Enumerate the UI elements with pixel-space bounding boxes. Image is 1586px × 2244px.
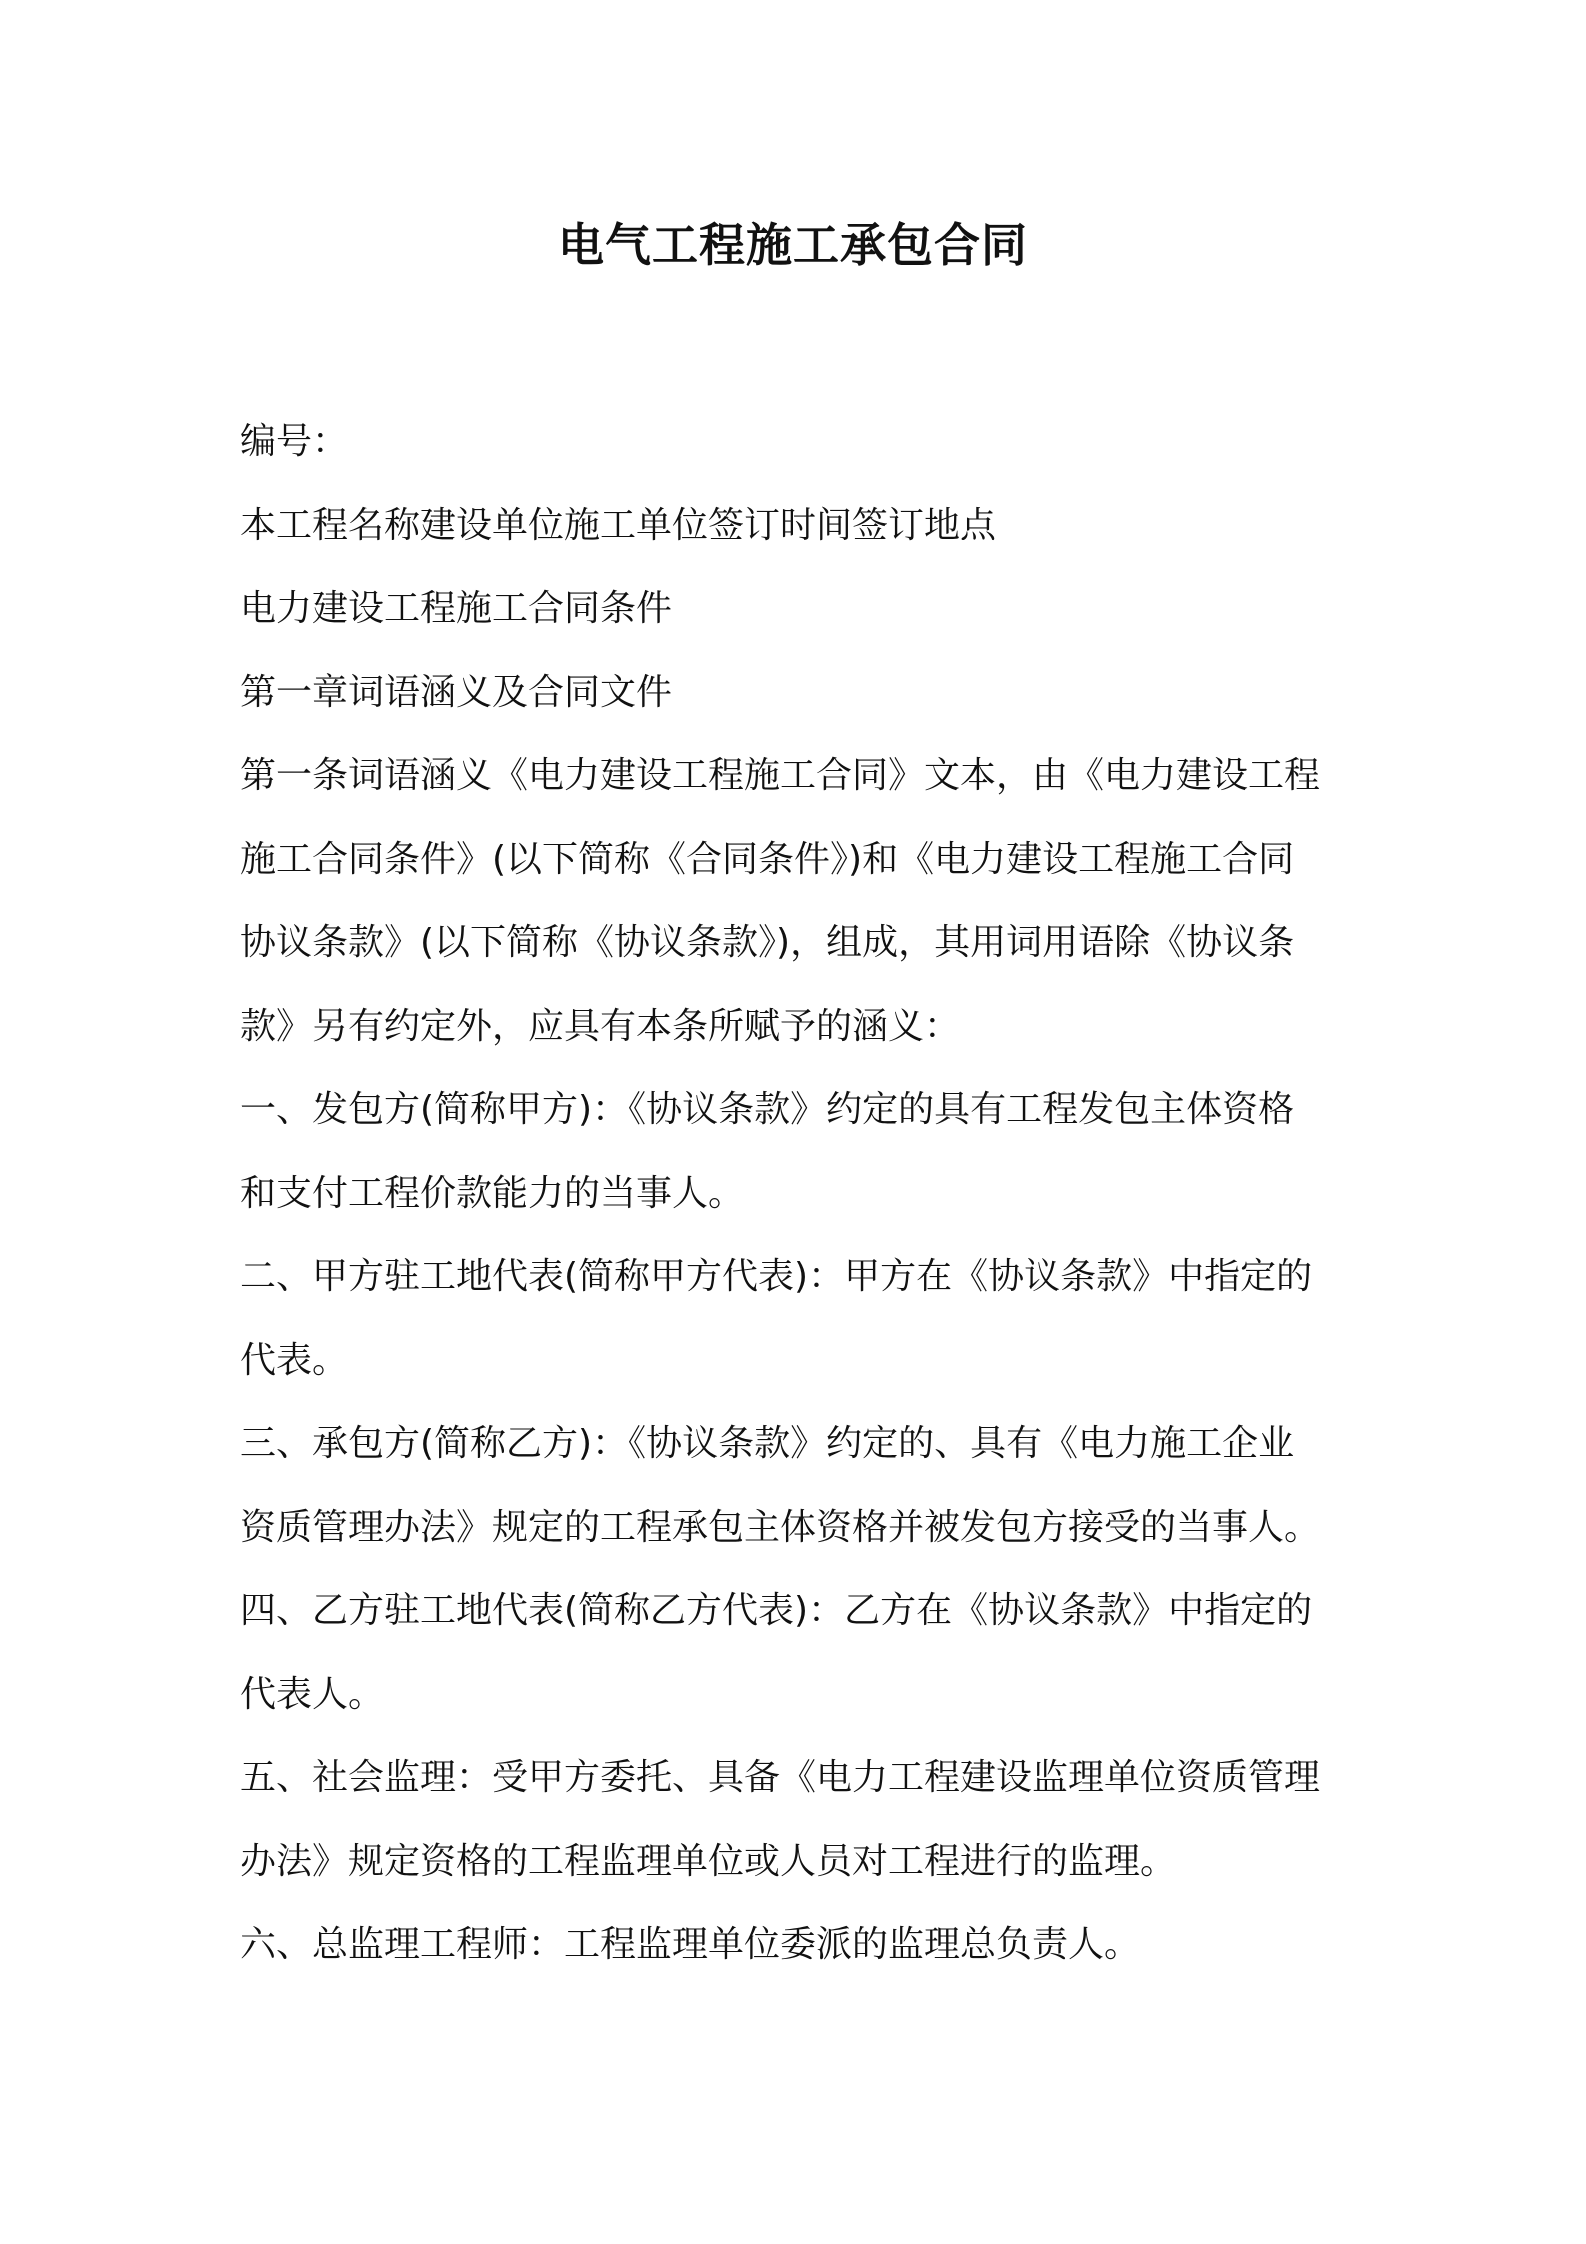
document-body bbox=[240, 400, 1350, 1987]
text-line: 四、乙方驻工地代表(简称乙方代表)：乙方在《协议条款》中指定的 bbox=[240, 1590, 1313, 1631]
text-line: 资质管理办法》规定的工程承包主体资格并被发包方接受的当事人。 bbox=[240, 1506, 1321, 1548]
chapter-heading: 第一章词语涵义及合同文件 bbox=[240, 671, 673, 713]
contract-conditions-heading: 电力建设工程施工合同条件 bbox=[240, 588, 673, 629]
text-line: 三、承包方(简称乙方)：《协议条款》约定的、具有《电力施工企业 bbox=[240, 1423, 1295, 1464]
text-line: 施工合同条件》(以下简称《合同条件》)和《电力建设工程施工合同 bbox=[240, 838, 1295, 880]
text-line: 第一条词语涵义《电力建设工程施工合同》文本，由《电力建设工程 bbox=[240, 755, 1321, 796]
text-line: 六、总监理工程师：工程监理单位委派的监理总负责人。 bbox=[240, 1924, 1141, 1965]
text-line: 办法》规定资格的工程监理单位或人员对工程进行的监理。 bbox=[240, 1840, 1177, 1882]
text-line: 和支付工程价款能力的当事人。 bbox=[240, 1172, 745, 1214]
document-title: 电气工程施工承包合同 bbox=[558, 218, 1028, 272]
text-line: 二、甲方驻工地代表(简称甲方代表)：甲方在《协议条款》中指定的 bbox=[240, 1256, 1313, 1297]
text-line: 代表。 bbox=[240, 1339, 349, 1381]
text-line: 代表人。 bbox=[240, 1673, 385, 1715]
contract-number-line: 编号： bbox=[240, 421, 349, 462]
text-line: 款》另有约定外，应具有本条所赋予的涵义： bbox=[240, 1005, 961, 1047]
project-info-line: 本工程名称建设单位施工单位签订时间签订地点 bbox=[240, 504, 997, 546]
text-line: 协议条款》(以下简称《协议条款》)，组成，其用词用语除《协议条 bbox=[240, 922, 1295, 963]
text-line: 五、社会监理：受甲方委托、具备《电力工程建设监理单位资质管理 bbox=[240, 1757, 1321, 1798]
text-line: 一、发包方(简称甲方)：《协议条款》约定的具有工程发包主体资格 bbox=[240, 1089, 1295, 1130]
